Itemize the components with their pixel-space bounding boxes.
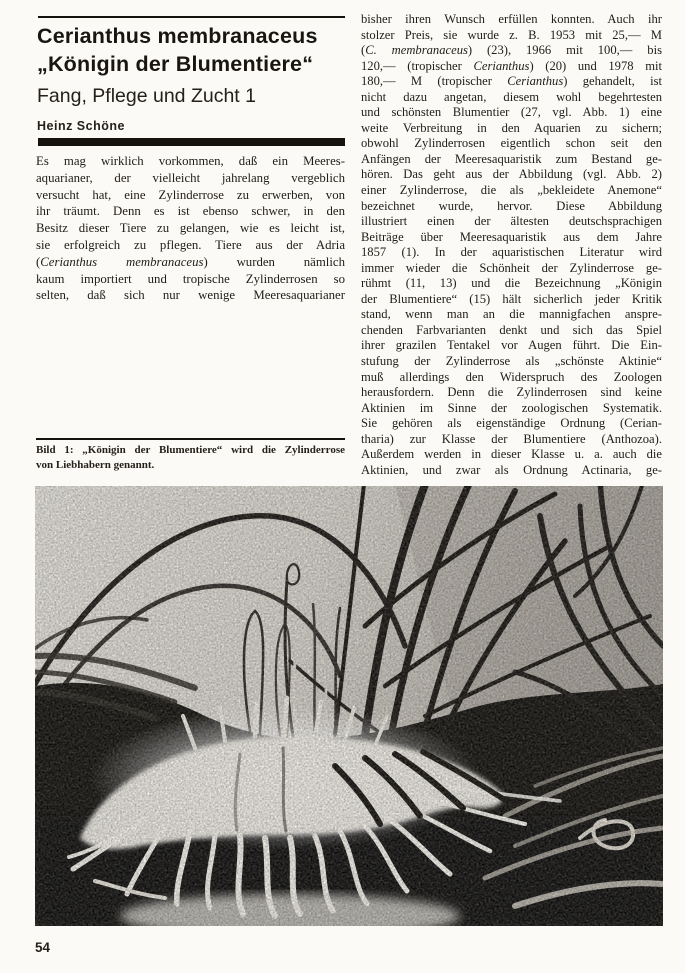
caption-divider-rule bbox=[36, 438, 345, 440]
article-subtitle: Fang, Pflege und Zucht 1 bbox=[37, 85, 256, 107]
article-author: Heinz Schöne bbox=[37, 119, 125, 133]
photo-caption: Bild 1: „Königin der Blumentiere“ wird die Zylinderrose von Liebhabern genannt. bbox=[36, 444, 345, 471]
page-number: 54 bbox=[35, 940, 51, 955]
right-column-text: bisher ihren Wunsch erfüllen konnten. Auch ihr stolzer Preis, sie wurde z. B. 1953 mit 25,— M (C. membranaceus) (23), 1966 mit 100,— bis 120,— (tropischer Cerianthus) (20) und 1978 mit 180,— M (tropischer Cerianthus) gehandelt, ist nicht dazu angetan, diesem wohl begehrtesten und schönsten Blumentier (27, vgl. Abb. 1) eine weite Verbreitung in den Aquarien zu sichern; obwohl Zylinderrosen eigentlich schon seit den Anfängen der Meeresaquaristik zum Bestand ge- hören. Das geht aus der Abbildung (vgl. Abb. 2) einer Zylinderrose, die als „bekleidete Anemone“ bezeichnet wurde, hervor. Diese Abbildung illustriert einen der ältesten deutschsprachigen Beiträge über Meeresaquaristik aus dem Jahre 1857 (1). In der aquaristischen Literatur wird immer wieder die Schönheit der Zylinderrose ge- rühmt (11, 13) und die Bezeichnung „Königin der Blumentiere“ (15) hält sicherlich jeder Kritik stand, wenn man an die mannigfachen anspre- chenden Farbvarianten denkt und sich das Spiel ihrer grazilen Tentakel vor Augen führt. Die Ein- stufung der Zylinderrose als „schönste Aktinie“ muß allerdings den Widerspruch des Zoologen herausfordern. Denn die Zylinderrosen sind keine Aktinien im Sinne der zoologischen Systematik. Sie gehören als eigenständige Ordnung (Cerian- tharia) zur Klasse der Blumentiere (Anthozoa). Außerdem werden in dieser Klasse u. a. auch die Aktinien, und zwar als Ordnung Actinaria, ge- bbox=[361, 12, 663, 477]
tube-anemone-photo-art bbox=[35, 486, 663, 926]
article-title-line-2: „Königin der Blumentiere“ bbox=[37, 51, 314, 76]
left-column-text: Es mag wirklich vorkommen, daß ein Meeres- aquarianer, der vielleicht jahrelang vergeblich versucht hat, eine Zylinderrose zu erwerben, von ihr träumt. Denn es ist ebenso schwer, in den Besitz dieser Tiere zu gelangen, wie es leicht ist, sie erfolgreich zu pflegen. Tiere aus der Adria (Cerianthus membranaceus) wurden nämlich kaum importiert und tropische Zylinderrosen so selten, daß sich nur wenige Meeresaquarianer bbox=[36, 154, 345, 303]
article-title-line-1: Cerianthus membranaceus bbox=[37, 24, 318, 48]
tube-anemone-photo bbox=[35, 486, 663, 926]
title-top-rule bbox=[38, 16, 345, 18]
masthead-bottom-rule bbox=[38, 138, 345, 146]
article-masthead bbox=[37, 23, 347, 133]
